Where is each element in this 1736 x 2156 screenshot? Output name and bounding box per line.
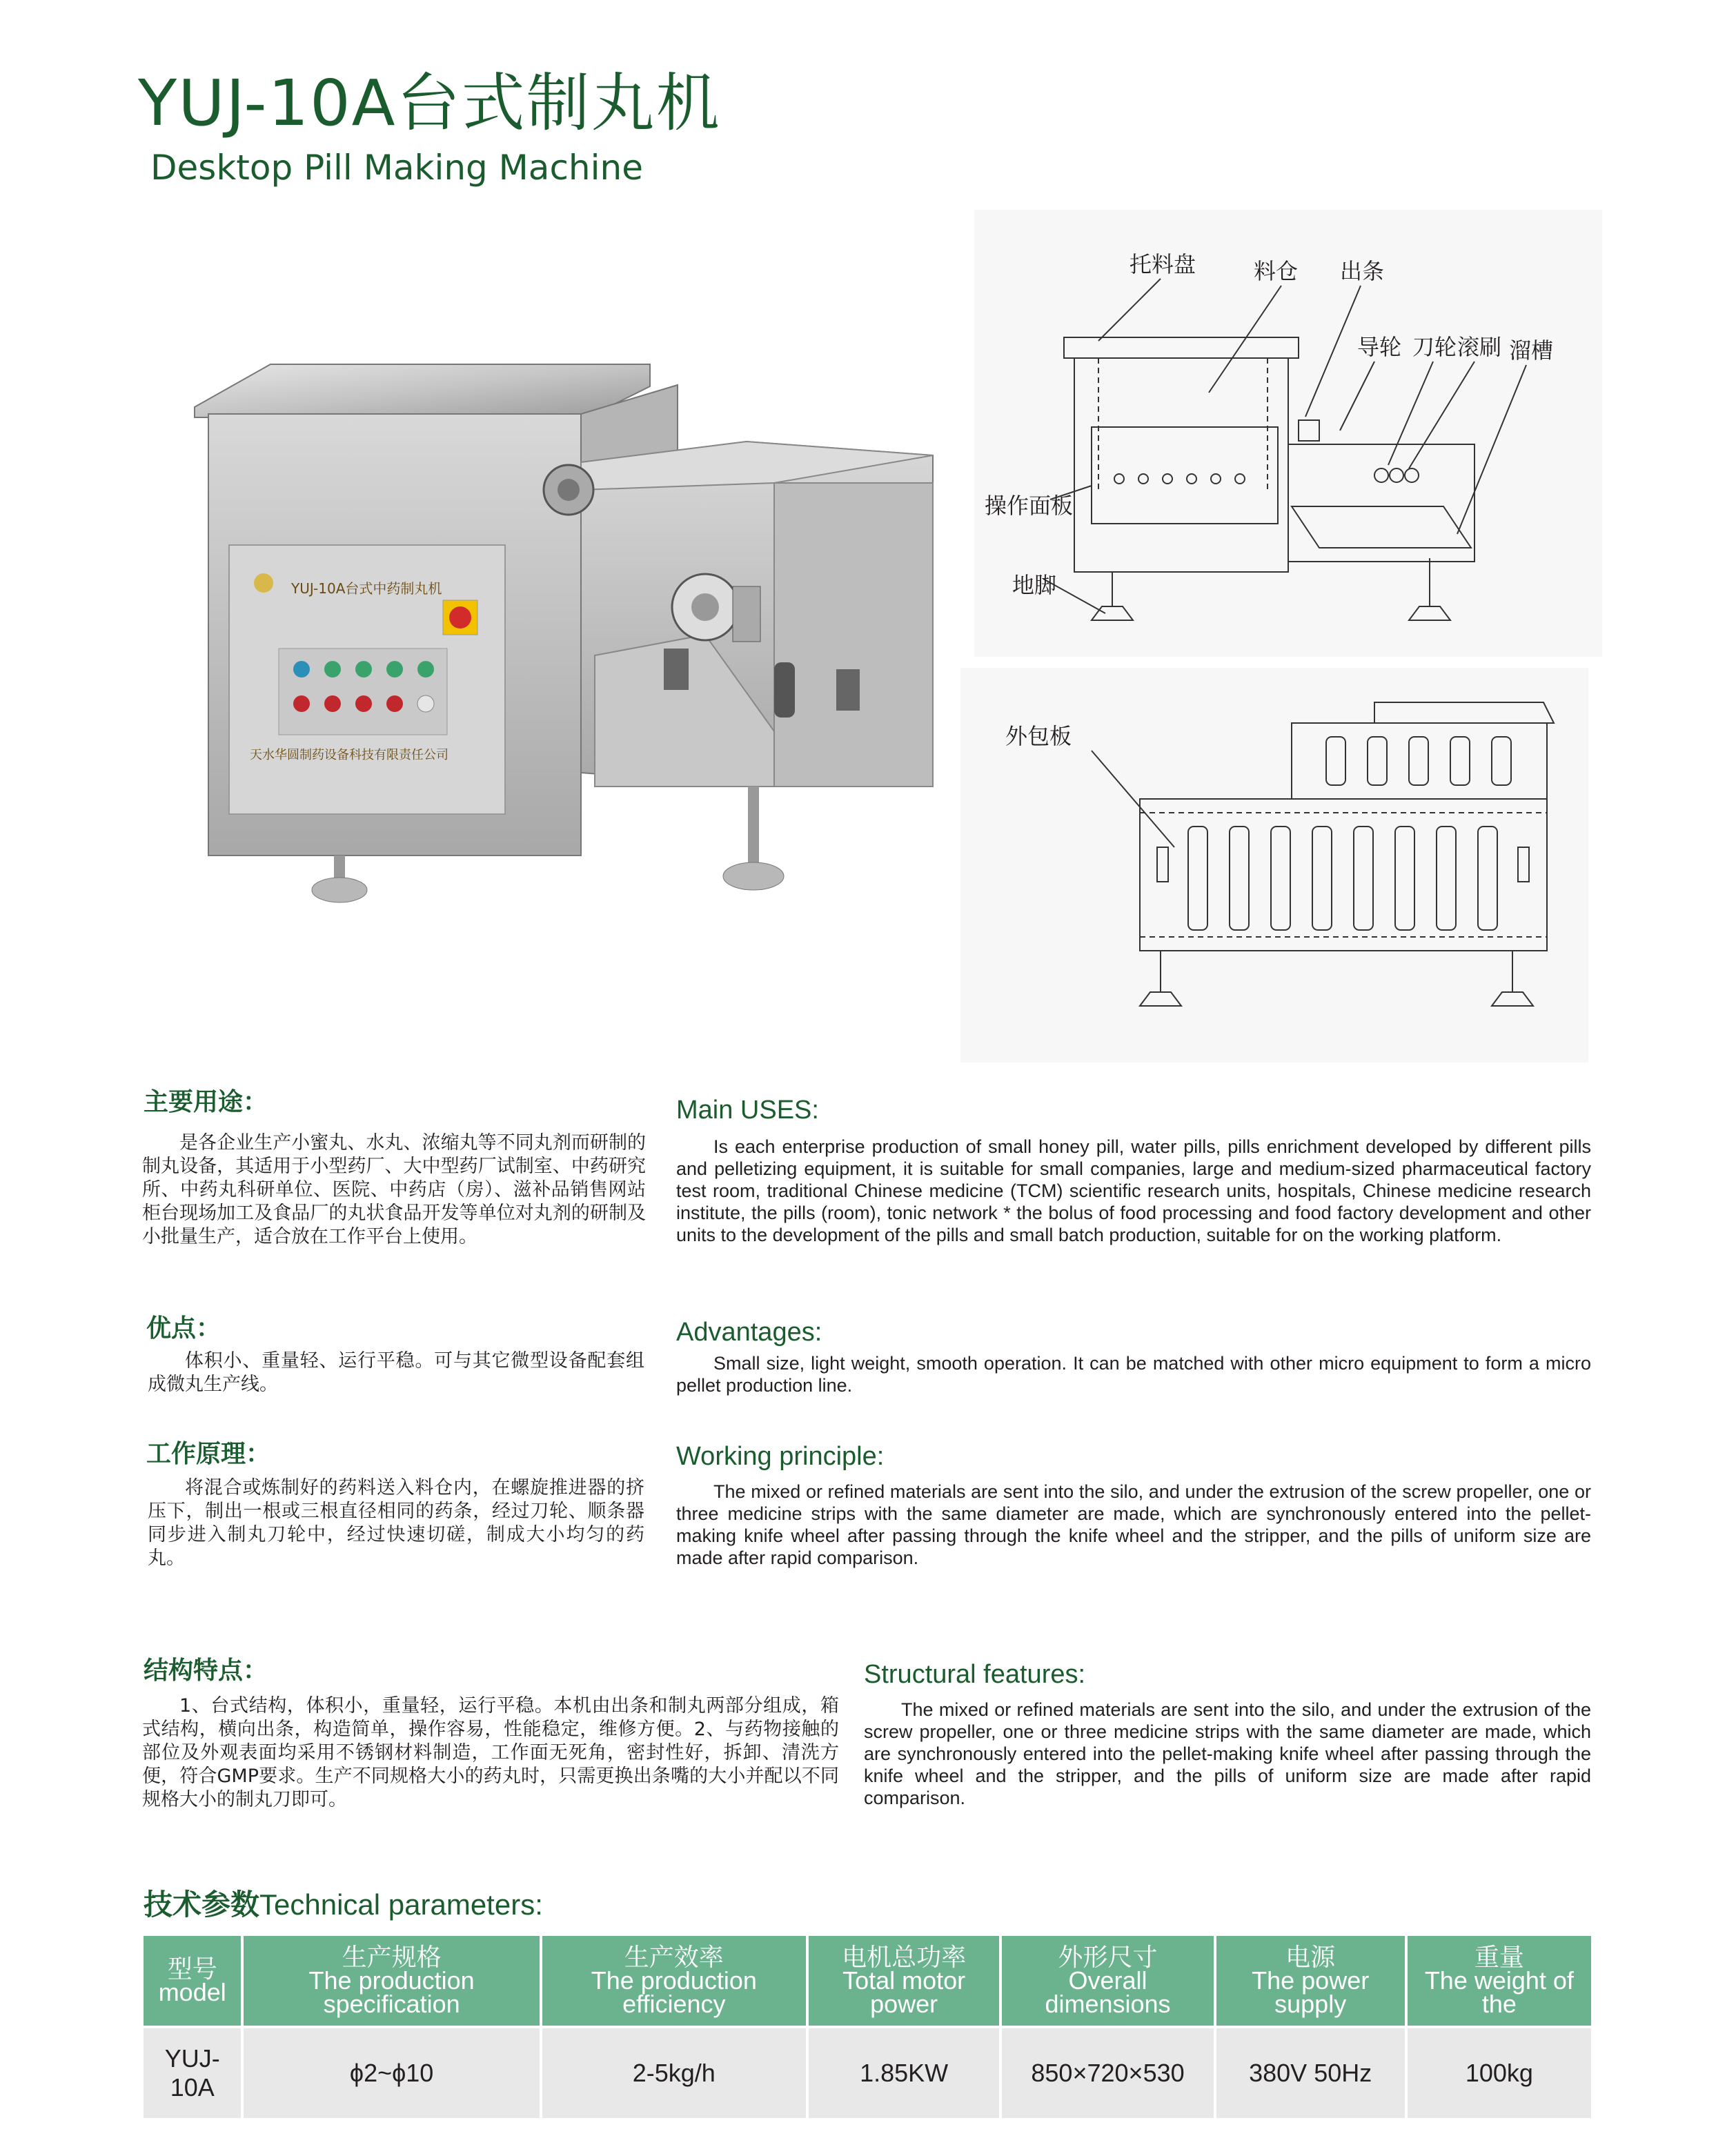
work-heading-cn: 工作原理： xyxy=(146,1440,271,1468)
diagram-side-view xyxy=(974,210,1602,657)
cell-supply: 380V 50Hz xyxy=(1215,2027,1406,2118)
struct-text-cn: 1、台式结构，体积小，重量轻，运行平稳。本机由出条和制丸两部分组成，箱式结构，横向出条，构造简单，操作容易，性能稳定，维修方便。2、与药物接触的部位及外观表面均采用不锈钢材料制造，工作面无死角，密封性好，拆卸、清洗方便，符合GMP要求。生产不同规格大小的药丸时，只需更换出条嘴的大小并配以不同规格大小的制丸刀即可。 xyxy=(142,1695,839,1810)
cell-model: YUJ-10A xyxy=(144,2027,242,2118)
cell-efficiency: 2-5kg/h xyxy=(541,2027,807,2118)
params-col-weight: 重量 The weight of the xyxy=(1406,1936,1591,2027)
params-header-row xyxy=(144,1936,1591,2027)
uses-heading-en: Main USES: xyxy=(676,1096,819,1125)
machine-photo xyxy=(181,345,954,918)
params-heading-cn: 技术参数 xyxy=(144,1888,260,1921)
label-hopper: 料仓 xyxy=(1254,258,1299,284)
label-guide-wheel: 导轮 xyxy=(1357,334,1402,360)
params-heading xyxy=(144,1890,543,1919)
label-outlet: 出条 xyxy=(1340,258,1385,284)
struct-text-en: The mixed or refined materials are sent into the silo, and under the extrusion of the screw propeller, one or three medicine strips with the same diameter are made, which are synchronously entered into the pellet-making knife wheel after passing through the knife wheel and the stripper, and the pills of uniform size are made after rapid comparison. xyxy=(864,1699,1591,1808)
params-table xyxy=(144,1936,1591,2118)
page-title-en: Desktop Pill Making Machine xyxy=(150,148,643,188)
work-text-cn: 将混合或炼制好的药料送入料仓内，在螺旋推进器的挤压下，制出一根或三根直径相同的药条，经过刀轮、顺条器同步进入制丸刀轮中，经过快速切磋，制成大小均匀的药丸。 xyxy=(148,1477,644,1569)
panel-company: 天水华圆制药设备科技有限责任公司 xyxy=(250,748,448,762)
label-chute: 溜槽 xyxy=(1509,337,1554,364)
uses-text-en: Is each enterprise production of small honey pill, water pills, pills enrichment developed by different pills and pelletizing equipment, it is suitable for small companies, large and medium-sized pharmaceutical factory test room, traditional Chinese medicine (TCM) scientific research units, hospitals, Chinese medicine research institute, the pills (room), tonic network * the bolus of food processing and food factory development and other units to the development of the pills and small batch production, suitable for on the working platform. xyxy=(676,1136,1591,1245)
panel-title: YUJ-10A台式中药制丸机 xyxy=(291,580,442,597)
uses-heading-cn: 主要用途： xyxy=(144,1088,268,1116)
struct-heading-cn: 结构特点： xyxy=(144,1656,268,1685)
params-col-dimensions: 外形尺寸 Overall dimensions xyxy=(1000,1936,1214,2027)
work-heading-en: Working principle: xyxy=(676,1442,885,1471)
label-outer-panel: 外包板 xyxy=(1005,723,1072,749)
uses-text-cn: 是各企业生产小蜜丸、水丸、浓缩丸等不同丸剂而研制的制丸设备，其适用于小型药厂、大中型药厂试制室、中药研究所、中药丸科研单位、医院、中药店（房）、滋补品销售网站柜台现场加工及食品厂的丸状食品开发等单位对丸剂的研制及小批量生产，适合放在工作平台上使用。 xyxy=(142,1132,646,1247)
cell-dimensions: 850×720×530 xyxy=(1000,2027,1214,2118)
label-brush: 滚刷 xyxy=(1457,334,1502,360)
diagram-outer-view xyxy=(960,668,1588,1062)
cell-weight: 100kg xyxy=(1406,2027,1591,2118)
work-text-en: The mixed or refined materials are sent into the silo, and under the extrusion of the screw propeller, one or three medicine strips with the same diameter are made, which are synchronously entered into the pellet-making knife wheel after passing through the knife wheel and the stripper, and the pills of uniform size are made after rapid comparison. xyxy=(676,1481,1591,1568)
params-col-efficiency: 生产效率 The production efficiency xyxy=(541,1936,807,2027)
cell-spec: ϕ2~ϕ10 xyxy=(242,2027,540,2118)
struct-heading-en: Structural features: xyxy=(864,1660,1086,1689)
adv-text-cn: 体积小、重量轻、运行平稳。可与其它微型设备配套组成微丸生产线。 xyxy=(148,1350,644,1395)
params-col-power: 电机总功率 Total motor power xyxy=(807,1936,1001,2027)
params-heading-en: Technical parameters: xyxy=(259,1888,543,1921)
params-col-spec: 生产规格 The production specification xyxy=(242,1936,540,2027)
label-cutter: 刀轮 xyxy=(1412,334,1457,360)
params-col-model: 型号 model xyxy=(144,1936,242,2027)
adv-heading-en: Advantages: xyxy=(676,1318,822,1347)
label-control-panel: 操作面板 xyxy=(985,493,1074,519)
label-foot: 地脚 xyxy=(1012,572,1057,598)
cell-power: 1.85KW xyxy=(807,2027,1001,2118)
table-row xyxy=(144,2027,1591,2118)
page-title-cn: YUJ-10A台式制丸机 xyxy=(138,66,721,140)
label-tray: 托料盘 xyxy=(1130,251,1196,277)
adv-heading-cn: 优点： xyxy=(146,1314,221,1343)
adv-text-en: Small size, light weight, smooth operation. It can be matched with other micro equipment to form a micro pellet production line. xyxy=(676,1353,1591,1396)
params-col-supply: 电源 The power supply xyxy=(1215,1936,1406,2027)
